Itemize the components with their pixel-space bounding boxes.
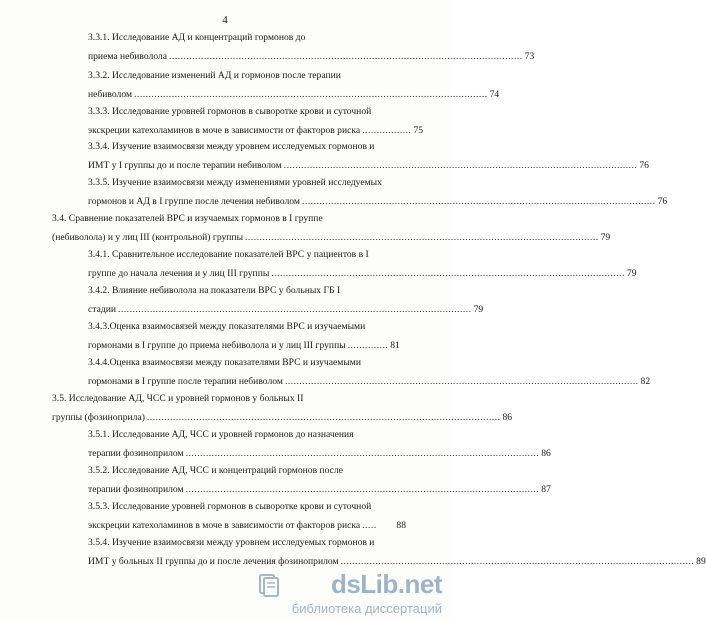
toc-page: 76: [639, 160, 649, 171]
toc-page: 79: [626, 268, 637, 279]
toc-entry: 3.4.3.Оценка взаимосвязей между показателями ВРС и изучаемыми гормонами в I группе до приема небиволола и у лиц III группы .............. 81: [88, 321, 400, 351]
toc-entry: 3.5.4. Изучение взаимосвязи между уровнем исследуемых гормонов и ИМТ у больных II группы до и после лечения фозиноприлом .......................................................................................................................... 89: [88, 537, 706, 567]
toc-page: 86: [541, 448, 551, 459]
toc-line: 3.3.1. Исследование АД и концентраций гормонов до: [88, 32, 306, 43]
toc-entry: 3.3.2. Исследование изменений АД и гормонов после терапии небиволом .......................................................................................................................... 74: [88, 70, 500, 100]
toc-line: экскреции катехоламинов в моче в зависимости от факторов риска: [88, 520, 361, 531]
toc-line: гормонами в I группе до приема небиволола и у лиц III группы: [88, 340, 346, 351]
watermark-subtitle: библиотека диссертаций: [291, 601, 442, 616]
toc-line: ИМТ у больных II группы до и после лечения фозиноприлом: [88, 556, 339, 567]
toc-line: 3.4. Сравнение показателей ВРС и изучаемых гормонов в I группе: [52, 213, 323, 224]
toc-entry: 3.5. Исследование АД, ЧСС и уровней гормонов у больных II группы (фозиноприла) .......................................................................................................................... 86: [52, 393, 513, 423]
toc-entry: 3.3.3. Исследование уровней гормонов в сыворотке крови и суточной экскреции катехоламинов в моче в зависимости от факторов риска ................. 75: [88, 106, 424, 136]
toc-line: 3.4.3.Оценка взаимосвязей между показателями ВРС и изучаемыми: [88, 321, 366, 332]
toc-entry: 3.5.1. Исследование АД, ЧСС и уровней гормонов до назначения терапии фозиноприлом .......................................................................................................................... 86: [88, 429, 551, 459]
toc-page: 74: [489, 89, 500, 100]
toc-line: экскреции катехоламинов в моче в зависимости от факторов риска: [88, 125, 361, 136]
toc-line: группе до начала лечения и у лиц III группы: [88, 268, 270, 279]
watermark: [252, 566, 442, 616]
toc-line: (небиволола) и у лиц III (контрольной) группы: [52, 232, 244, 243]
watermark-logo[interactable]: dsLib.net: [330, 569, 442, 599]
toc-page: 73: [524, 51, 535, 62]
toc-entry: 3.4.1. Сравнительное исследование показателей ВРС у пациентов в I группе до начала лечения и у лиц III группы .......................................................................................................................... 79: [88, 249, 637, 279]
toc-line: 3.5. Исследование АД, ЧСС и уровней гормонов у больных II: [52, 393, 304, 404]
toc-line: приема небиволола: [88, 51, 168, 62]
toc-line: терапии фозиноприлом: [88, 448, 184, 459]
toc-page: 81: [390, 340, 400, 351]
toc-line: группы (фозиноприла): [52, 412, 145, 423]
toc-line: 3.3.5. Изучение взаимосвязи между изменениями уровней исследуемых: [88, 177, 382, 188]
toc-page: 87: [541, 484, 551, 495]
page-number: 4: [222, 14, 228, 26]
toc-page: 86: [502, 412, 513, 423]
toc-line: 3.4.4.Оценка взаимосвязи между показателями ВРС и изучаемыми: [88, 357, 361, 368]
toc-page: 89: [696, 556, 706, 567]
toc-entry: 3.3.1. Исследование АД и концентраций гормонов до приема небиволола .......................................................................................................................... 73: [88, 32, 535, 62]
toc-entry: 3.4.4.Оценка взаимосвязи между показателями ВРС и изучаемыми гормонами в I группе после терапии небиволом .......................................................................................................................... 82: [88, 357, 651, 387]
toc-line: 3.5.3. Исследование уровней гормонов в сыворотке крови и суточной: [88, 501, 372, 512]
toc-page: 88: [396, 520, 406, 531]
toc-page: 82: [640, 376, 651, 387]
toc-entry: 3.3.4. Изучение взаимосвязи между уровнем исследуемых гормонов и ИМТ у I группы до и после терапии небиволом .......................................................................................................................... 76: [88, 141, 649, 171]
toc-line: 3.3.3. Исследование уровней гормонов в сыворотке крови и суточной: [88, 106, 372, 117]
toc-line: 3.5.4. Изучение взаимосвязи между уровнем исследуемых гормонов и: [88, 537, 375, 548]
toc-line: терапии фозиноприлом: [88, 484, 184, 495]
toc-page: 79: [600, 232, 611, 243]
toc-entry: 3.5.3. Исследование уровней гормонов в сыворотке крови и суточной экскреции катехоламинов в моче в зависимости от факторов риска ..... 88: [88, 501, 406, 531]
toc-line: ИМТ у I группы до и после терапии небиволом: [88, 160, 282, 171]
toc-line: 3.3.2. Исследование изменений АД и гормонов после терапии: [88, 70, 341, 81]
toc-line: гормонами в I группе после терапии небиволом: [88, 376, 283, 387]
toc-line: 3.4.1. Сравнительное исследование показателей ВРС у пациентов в I: [88, 249, 369, 260]
toc-line: 3.3.4. Изучение взаимосвязи между уровнем исследуемых гормонов и: [88, 141, 375, 152]
toc-entry: 3.4. Сравнение показателей ВРС и изучаемых гормонов в I группе (небиволола) и у лиц III (контрольной) группы .......................................................................................................................... 79: [52, 213, 611, 243]
toc-entry: 3.3.5. Изучение взаимосвязи между изменениями уровней исследуемых гормонов и АД в I группе после лечения небиволом .......................................................................................................................... 76: [88, 177, 668, 207]
toc-entry: 3.5.2. Исследование АД, ЧСС и концентраций гормонов после терапии фозиноприлом .......................................................................................................................... 87: [88, 465, 551, 495]
toc-line: гормонов и АД в I группе после лечения небиволом: [88, 196, 300, 207]
toc-line: 3.5.2. Исследование АД, ЧСС и концентраций гормонов после: [88, 465, 343, 476]
toc-page: 76: [657, 196, 668, 207]
toc-page: 79: [473, 304, 484, 315]
toc-page: 75: [413, 125, 424, 136]
toc-line: 3.4.2. Влияние небиволола на показатели ВРС у больных ГБ I: [88, 285, 341, 296]
toc-line: 3.5.1. Исследование АД, ЧСС и уровней гормонов до назначения: [88, 429, 354, 440]
toc-line: небиволом: [88, 89, 133, 100]
toc-entry: 3.4.2. Влияние небиволола на показатели ВРС у больных ГБ I стадии .......................................................................................................................... 79: [88, 285, 484, 315]
toc-line: стадии: [88, 304, 116, 315]
